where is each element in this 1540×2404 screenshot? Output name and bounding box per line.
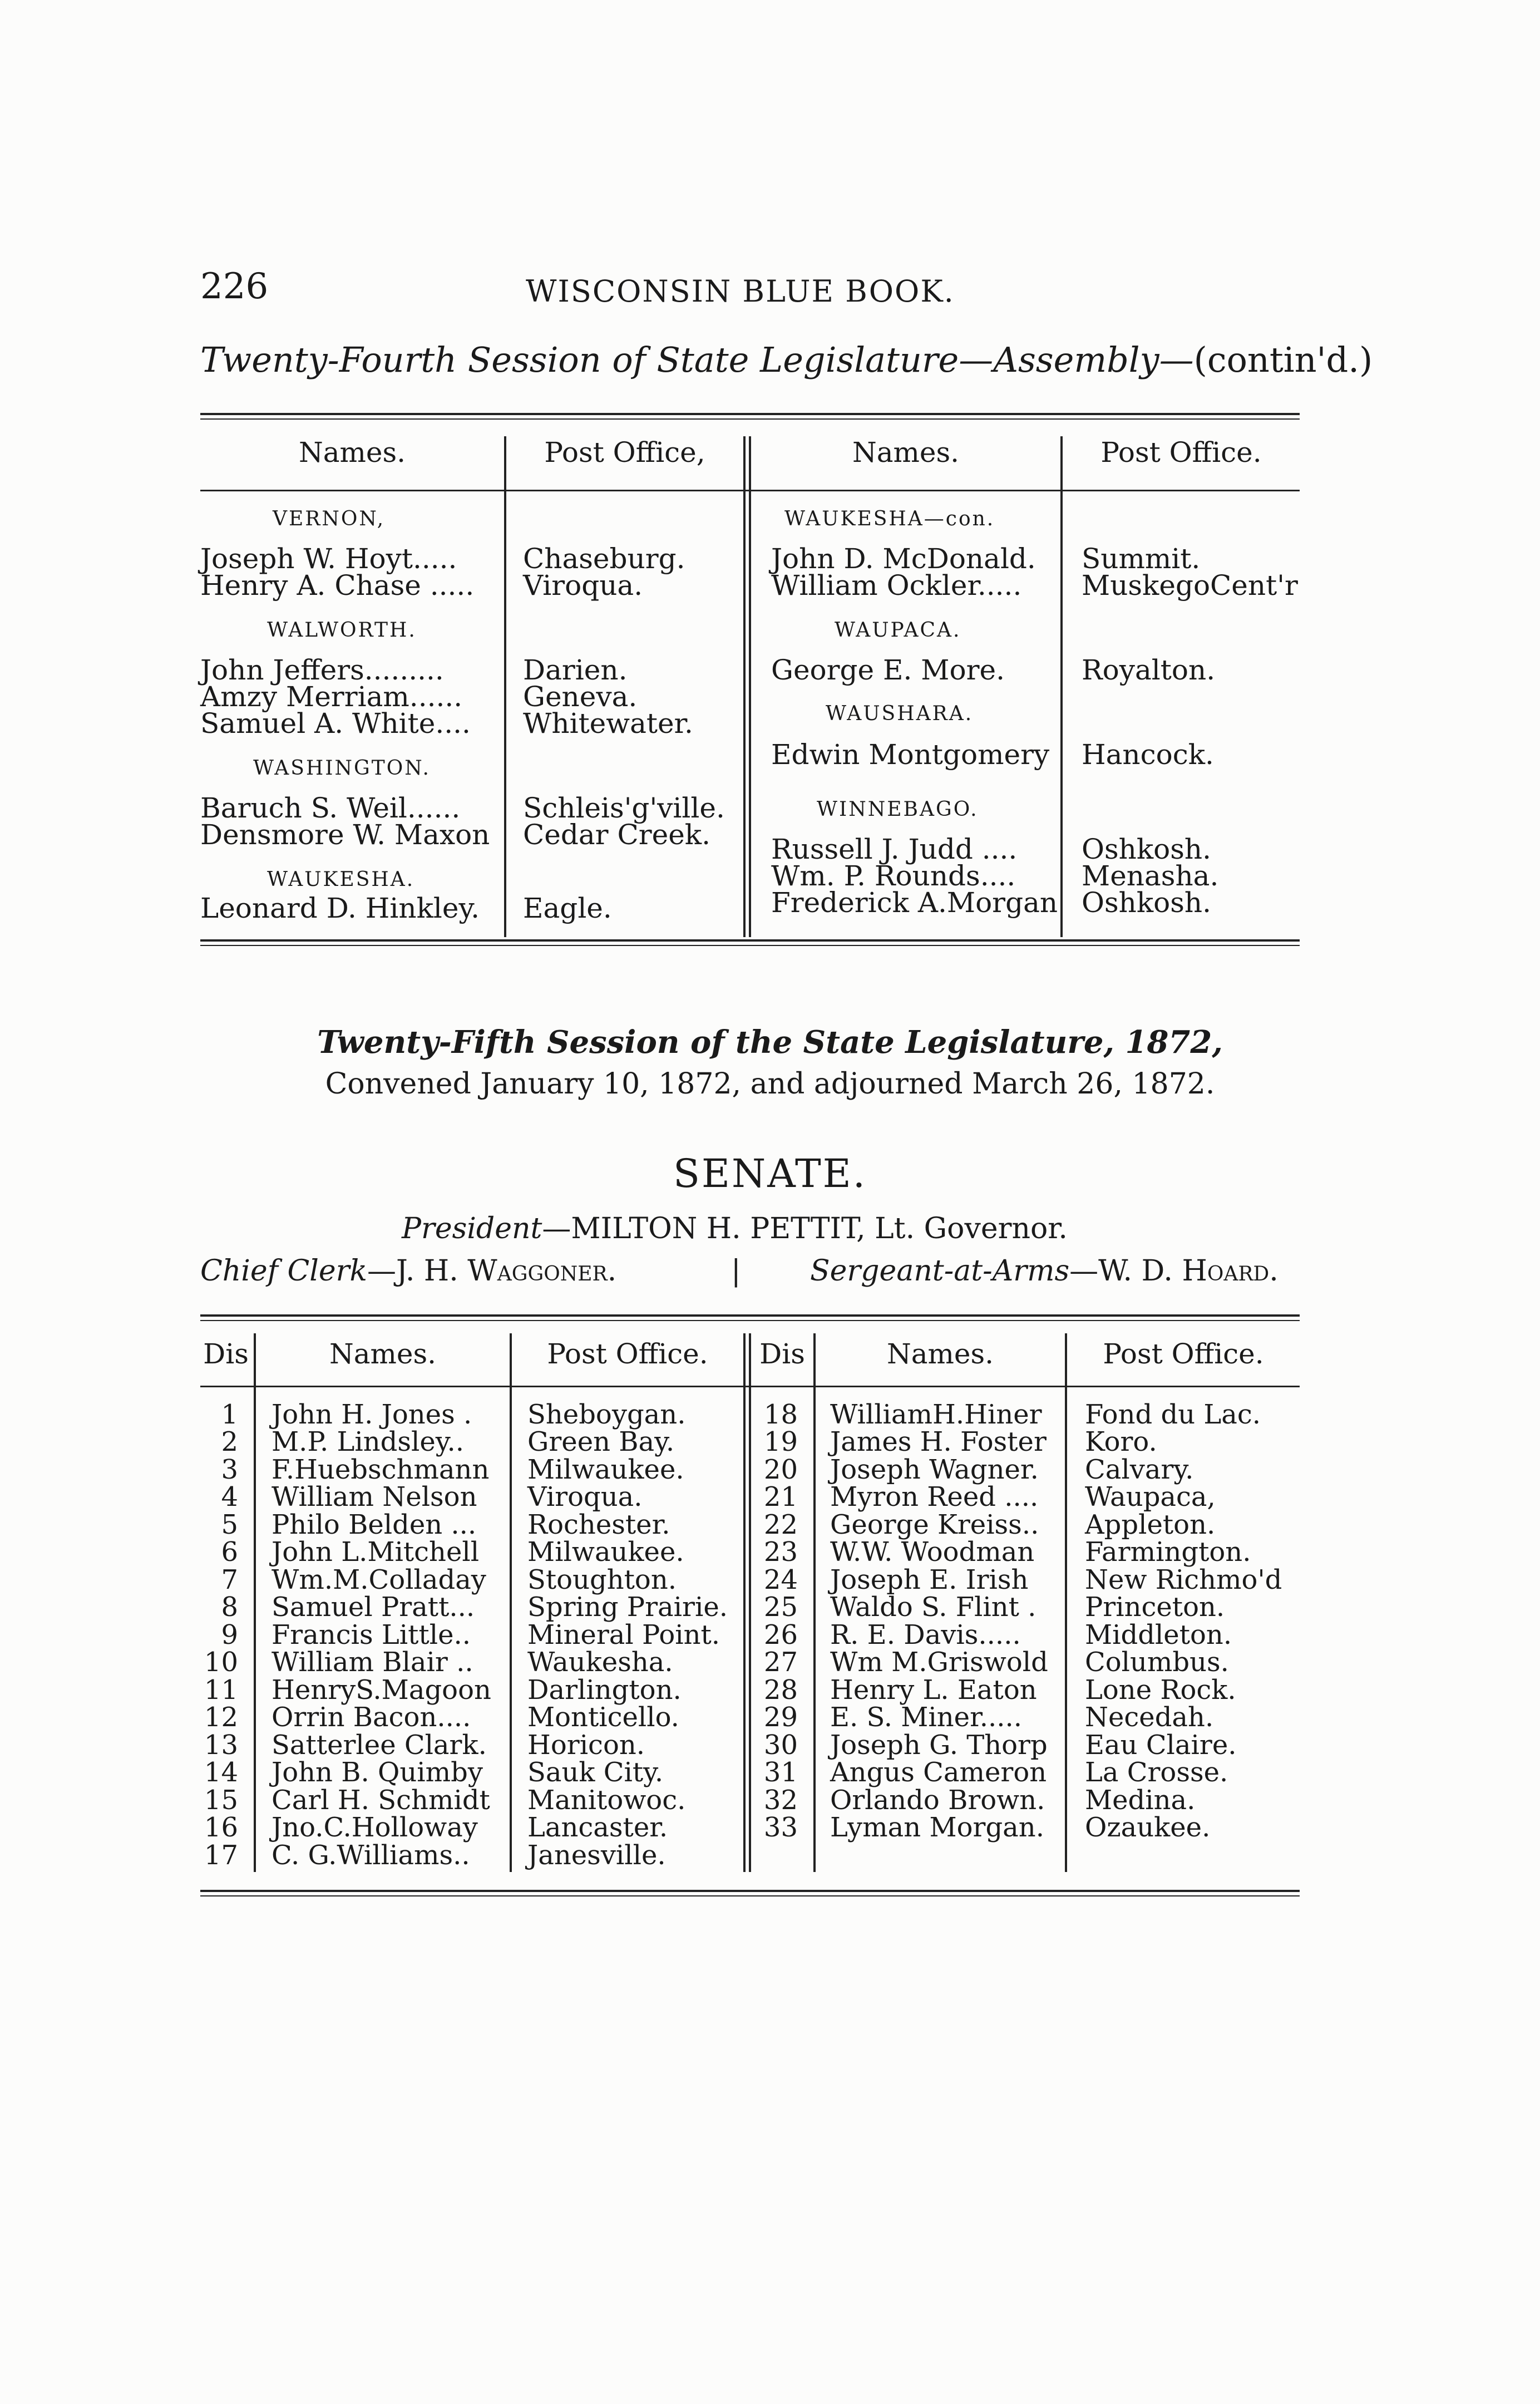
senator-name: WilliamH.Hiner bbox=[830, 1399, 1042, 1430]
district-number: 5 bbox=[221, 1509, 238, 1540]
senator-post-office: La Crosse. bbox=[1085, 1757, 1228, 1788]
senator-post-office: Spring Prairie. bbox=[527, 1592, 728, 1623]
senator-name: Wm.M.Colladay bbox=[272, 1564, 486, 1595]
district-number: 7 bbox=[221, 1564, 238, 1595]
chief-clerk-value: —J. H. Waggoner. bbox=[367, 1254, 617, 1288]
senator-name: William Nelson bbox=[272, 1481, 477, 1513]
session24-title-suffix: (contin'd.) bbox=[1193, 339, 1373, 380]
session25-title: Twenty-Fifth Session of the State Legislature, 1872, bbox=[317, 1024, 1223, 1061]
senator-post-office: Stoughton. bbox=[527, 1564, 677, 1595]
table2-col-post-office-right: Post Office. bbox=[1103, 1338, 1264, 1370]
senator-post-office: Sheboygan. bbox=[527, 1399, 686, 1430]
senator-post-office: Monticello. bbox=[527, 1702, 679, 1733]
senator-post-office: Calvary. bbox=[1085, 1454, 1194, 1485]
senator-name: Waldo S. Flint . bbox=[830, 1592, 1036, 1623]
table2-bottom-rule bbox=[200, 1890, 1300, 1892]
district-number: 31 bbox=[763, 1757, 798, 1788]
senator-name: R. E. Davis..... bbox=[830, 1619, 1021, 1651]
senator-post-office: Lone Rock. bbox=[1085, 1674, 1236, 1706]
member-name: John D. McDonald. bbox=[771, 543, 1036, 575]
district-number: 28 bbox=[763, 1674, 798, 1706]
senator-post-office: Manitowoc. bbox=[527, 1785, 686, 1816]
member-name: John Jeffers......... bbox=[200, 654, 444, 686]
table1-col-names-right: Names. bbox=[852, 436, 960, 469]
member-name: George E. More. bbox=[771, 654, 1005, 686]
senator-name: William Blair .. bbox=[272, 1647, 473, 1678]
district-number: 14 bbox=[204, 1757, 238, 1788]
senator-name: Francis Little.. bbox=[272, 1619, 471, 1651]
senator-post-office: Columbus. bbox=[1085, 1647, 1229, 1678]
table2-top-rule-thin bbox=[200, 1320, 1300, 1321]
session25-convened: Convened January 10, 1872, and adjourned March 26, 1872. bbox=[325, 1067, 1215, 1101]
table2-vline-dis-right bbox=[813, 1333, 816, 1872]
district-number: 17 bbox=[204, 1840, 238, 1871]
county-heading: VERNON, bbox=[273, 508, 386, 530]
senator-post-office: Milwaukee. bbox=[527, 1454, 684, 1485]
senator-post-office: Janesville. bbox=[527, 1840, 666, 1871]
senator-name: Samuel Pratt... bbox=[272, 1592, 475, 1623]
district-number: 1 bbox=[221, 1399, 238, 1430]
senator-post-office: Waupaca, bbox=[1085, 1481, 1216, 1513]
table2-vline-dis-left bbox=[254, 1333, 256, 1872]
district-number: 13 bbox=[204, 1730, 238, 1761]
senator-name: F.Huebschmann bbox=[272, 1454, 490, 1485]
senator-name: Joseph Wagner. bbox=[830, 1454, 1039, 1485]
table2-vline-names-right bbox=[1065, 1333, 1067, 1872]
table1-vline-3 bbox=[1060, 436, 1063, 937]
sergeant-line bbox=[810, 1254, 1279, 1288]
district-number: 21 bbox=[763, 1481, 798, 1513]
senator-post-office: Appleton. bbox=[1085, 1509, 1216, 1540]
district-number: 25 bbox=[763, 1592, 798, 1623]
senator-name: Satterlee Clark. bbox=[272, 1730, 487, 1761]
member-name: Densmore W. Maxon bbox=[200, 819, 490, 851]
senator-post-office: Medina. bbox=[1085, 1785, 1196, 1816]
district-number: 33 bbox=[763, 1812, 798, 1843]
district-number: 19 bbox=[763, 1426, 798, 1457]
page-number: 226 bbox=[200, 266, 269, 307]
senator-post-office: Darlington. bbox=[527, 1674, 682, 1706]
senator-post-office: Rochester. bbox=[527, 1509, 670, 1540]
president-value: —MILTON H. PETTIT, Lt. Governor. bbox=[542, 1212, 1068, 1245]
member-post-office: Oshkosh. bbox=[1082, 833, 1212, 865]
district-number: 8 bbox=[221, 1592, 238, 1623]
county-heading: WAUKESHA—con. bbox=[784, 508, 995, 530]
district-number: 16 bbox=[204, 1812, 238, 1843]
member-name: Leonard D. Hinkley. bbox=[200, 892, 480, 924]
table2-col-post-office-left: Post Office. bbox=[547, 1338, 708, 1370]
member-post-office: Menasha. bbox=[1082, 860, 1219, 892]
senator-name: HenryS.Magoon bbox=[272, 1674, 491, 1706]
district-number: 24 bbox=[763, 1564, 798, 1595]
member-post-office: Eagle. bbox=[523, 892, 612, 924]
senator-post-office: Koro. bbox=[1085, 1426, 1157, 1457]
senator-post-office: Lancaster. bbox=[527, 1812, 668, 1843]
member-name: Henry A. Chase ..... bbox=[200, 569, 475, 602]
senator-post-office: Farmington. bbox=[1085, 1536, 1251, 1568]
senator-post-office: Ozaukee. bbox=[1085, 1812, 1211, 1843]
table1-top-rule bbox=[200, 413, 1300, 415]
senator-name: Lyman Morgan. bbox=[830, 1812, 1044, 1843]
member-name: Samuel A. White.... bbox=[200, 707, 471, 740]
table1-bottom-rule-thin bbox=[200, 945, 1300, 946]
district-number: 9 bbox=[221, 1619, 238, 1651]
senator-name: M.P. Lindsley.. bbox=[272, 1426, 465, 1457]
table2-col-dis-right: Dis bbox=[759, 1338, 805, 1370]
president-line bbox=[402, 1212, 1068, 1245]
district-number: 6 bbox=[221, 1536, 238, 1568]
senator-name: Philo Belden ... bbox=[272, 1509, 477, 1540]
district-number: 23 bbox=[763, 1536, 798, 1568]
table1-vline-2b bbox=[749, 436, 751, 937]
senator-post-office: Milwaukee. bbox=[527, 1536, 684, 1568]
member-post-office: Schleis'g'ville. bbox=[523, 792, 725, 824]
member-post-office: Cedar Creek. bbox=[523, 819, 710, 851]
senator-post-office: Horicon. bbox=[527, 1730, 645, 1761]
member-name: Edwin Montgomery bbox=[771, 738, 1050, 771]
member-name: Frederick A.Morgan bbox=[771, 886, 1058, 919]
table1-vline-2a bbox=[743, 436, 746, 937]
senator-post-office: Mineral Point. bbox=[527, 1619, 720, 1651]
district-number: 20 bbox=[763, 1454, 798, 1485]
sergeant-value: —W. D. Hoard. bbox=[1069, 1254, 1279, 1288]
table1-vline-1 bbox=[504, 436, 506, 937]
district-number: 29 bbox=[763, 1702, 798, 1733]
senator-post-office: Waukesha. bbox=[527, 1647, 673, 1678]
senator-post-office: Sauk City. bbox=[527, 1757, 664, 1788]
senator-post-office: New Richmo'd bbox=[1085, 1564, 1282, 1595]
table1-bottom-rule bbox=[200, 939, 1300, 942]
county-heading: WALWORTH. bbox=[267, 619, 417, 642]
county-heading: WASHINGTON. bbox=[253, 757, 431, 780]
district-number: 2 bbox=[221, 1426, 238, 1457]
table2-col-names-right: Names. bbox=[886, 1338, 994, 1370]
county-heading: WAUSHARA. bbox=[826, 702, 974, 725]
member-name: William Ockler..... bbox=[771, 569, 1022, 602]
session24-title-italic: Twenty-Fourth Session of State Legislature—Assembly— bbox=[200, 339, 1194, 380]
senator-name: E. S. Miner..... bbox=[830, 1702, 1023, 1733]
member-name: Amzy Merriam...... bbox=[200, 681, 463, 713]
senator-name: John B. Quimby bbox=[272, 1757, 483, 1788]
senator-name: George Kreiss.. bbox=[830, 1509, 1039, 1540]
senator-name: James H. Foster bbox=[830, 1426, 1047, 1457]
member-name: Baruch S. Weil...... bbox=[200, 792, 461, 824]
table2-vline-names-left bbox=[510, 1333, 512, 1872]
district-number: 18 bbox=[763, 1399, 798, 1430]
county-heading: WAUPACA. bbox=[835, 619, 961, 642]
table2-col-names-left: Names. bbox=[329, 1338, 437, 1370]
district-number: 30 bbox=[763, 1730, 798, 1761]
district-number: 32 bbox=[763, 1785, 798, 1816]
senator-name: Myron Reed .... bbox=[830, 1481, 1039, 1513]
table1-col-post-office-left: Post Office, bbox=[544, 436, 705, 469]
district-number: 10 bbox=[204, 1647, 238, 1678]
table2-col-dis-left: Dis bbox=[203, 1338, 249, 1370]
senator-name: Wm M.Griswold bbox=[830, 1647, 1048, 1678]
member-name: Joseph W. Hoyt..... bbox=[200, 543, 457, 575]
book-title: WISCONSIN BLUE BOOK. bbox=[526, 274, 955, 309]
senator-name: John H. Jones . bbox=[272, 1399, 472, 1430]
member-post-office: Whitewater. bbox=[523, 707, 693, 740]
senator-name: Orlando Brown. bbox=[830, 1785, 1045, 1816]
senator-post-office: Princeton. bbox=[1085, 1592, 1225, 1623]
president-label: President bbox=[402, 1212, 542, 1245]
member-post-office: Royalton. bbox=[1082, 654, 1216, 686]
district-number: 11 bbox=[204, 1674, 238, 1706]
senator-name: Joseph E. Irish bbox=[830, 1564, 1029, 1595]
senator-name: John L.Mitchell bbox=[272, 1536, 480, 1568]
senator-post-office: Fond du Lac. bbox=[1085, 1399, 1261, 1430]
senator-post-office: Necedah. bbox=[1085, 1702, 1214, 1733]
table2-vline-mid-a bbox=[743, 1333, 746, 1872]
chamber-heading: SENATE. bbox=[673, 1151, 867, 1196]
district-number: 15 bbox=[204, 1785, 238, 1816]
senator-post-office: Eau Claire. bbox=[1085, 1730, 1237, 1761]
senator-name: Orrin Bacon.... bbox=[272, 1702, 471, 1733]
district-number: 22 bbox=[763, 1509, 798, 1540]
member-post-office: Viroqua. bbox=[523, 569, 643, 602]
senator-name: Angus Cameron bbox=[830, 1757, 1047, 1788]
district-number: 27 bbox=[763, 1647, 798, 1678]
table1-col-names-left: Names. bbox=[298, 436, 406, 469]
officer-separator: | bbox=[731, 1254, 741, 1288]
senator-name: Carl H. Schmidt bbox=[272, 1785, 490, 1816]
member-name: Wm. P. Rounds.... bbox=[771, 860, 1016, 892]
member-post-office: Summit. bbox=[1082, 543, 1201, 575]
sergeant-label: Sergeant-at-Arms bbox=[810, 1254, 1070, 1288]
table1-top-rule-thin bbox=[200, 418, 1300, 420]
senator-name: C. G.Williams.. bbox=[272, 1840, 470, 1871]
senator-name: Henry L. Eaton bbox=[830, 1674, 1037, 1706]
member-name: Russell J. Judd .... bbox=[771, 833, 1018, 865]
member-post-office: Hancock. bbox=[1082, 738, 1214, 771]
member-post-office: Darien. bbox=[523, 654, 628, 686]
senator-name: W.W. Woodman bbox=[830, 1536, 1035, 1568]
session24-title bbox=[200, 339, 1373, 380]
chief-clerk-label: Chief Clerk bbox=[200, 1254, 368, 1288]
district-number: 3 bbox=[221, 1454, 238, 1485]
member-post-office: MuskegoCent'r bbox=[1082, 569, 1298, 602]
member-post-office: Oshkosh. bbox=[1082, 886, 1212, 919]
senator-post-office: Viroqua. bbox=[527, 1481, 643, 1513]
district-number: 12 bbox=[204, 1702, 238, 1733]
senator-post-office: Green Bay. bbox=[527, 1426, 675, 1457]
district-number: 4 bbox=[221, 1481, 238, 1513]
senator-name: Joseph G. Thorp bbox=[830, 1730, 1048, 1761]
member-post-office: Chaseburg. bbox=[523, 543, 685, 575]
county-heading: WINNEBAGO. bbox=[817, 798, 979, 821]
member-post-office: Geneva. bbox=[523, 681, 638, 713]
district-number: 26 bbox=[763, 1619, 798, 1651]
table2-top-rule bbox=[200, 1314, 1300, 1317]
senator-name: Jno.C.Holloway bbox=[272, 1812, 478, 1843]
table2-bottom-rule-thin bbox=[200, 1895, 1300, 1896]
county-heading: WAUKESHA. bbox=[267, 868, 415, 891]
chief-clerk-line bbox=[200, 1254, 616, 1288]
table1-col-post-office-right: Post Office. bbox=[1100, 436, 1262, 469]
senator-post-office: Middleton. bbox=[1085, 1619, 1232, 1651]
